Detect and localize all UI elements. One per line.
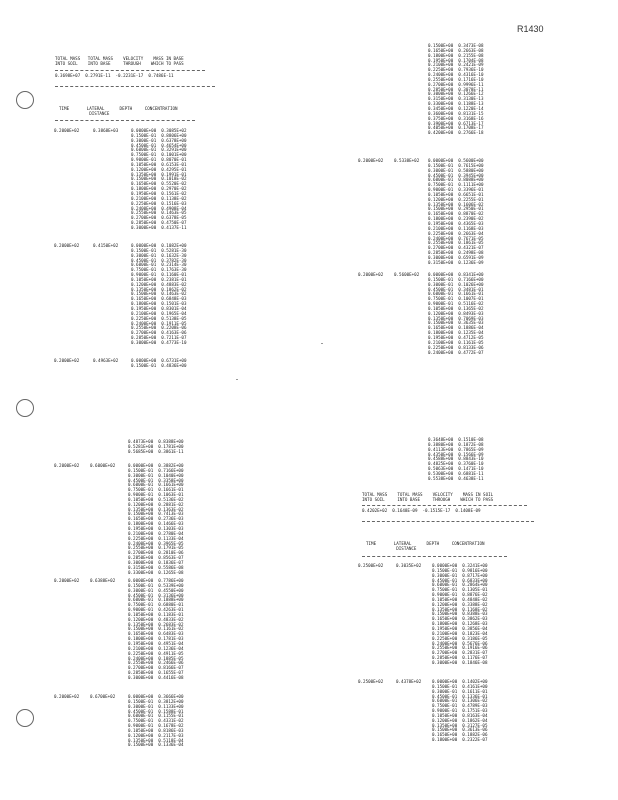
data-row: 0.2700E+00 0.9996E-11: [428, 81, 484, 87]
data-row: 0.1500E+00 0.8388E-03: [432, 611, 488, 617]
data-rows: [131, 129, 186, 231]
data-row: 0.1650E+00 0.2663E-08: [428, 47, 484, 53]
data-row: 0.1500E-01 0.7615E+00: [428, 162, 484, 168]
data-row: 0.3150E+00 0.3130E-13: [428, 96, 484, 102]
data-row: 0.3150E+00 0.1236E-09: [428, 259, 484, 265]
data-row: 0.0000E+00 0.1402E+00: [432, 679, 488, 684]
data-row: 0.6000E-01 0.1306E-02: [432, 698, 488, 704]
group-lateral: 0.4150E+02: [93, 243, 119, 248]
data-row: 0.5300E+00 0.6881E-11: [428, 470, 484, 476]
data-row: 0.3000E-01 0.1040E+00: [128, 472, 184, 478]
data-row: 0.2400E+00 0.4908E-04: [131, 205, 187, 211]
data-row: 0.2100E+00 0.2780E-04: [128, 530, 184, 536]
data-row: 0.9000E-01 0.1063E-01: [128, 492, 184, 498]
data-row: 0.3600E+00 0.8131E-15: [428, 110, 484, 116]
data-row: 0.2850E+00 0.3078E-11: [428, 86, 484, 92]
data-row: 0.2550E+00 0.1861E-05: [428, 240, 484, 246]
data-row: 0.2850E+00 0.2498E-08: [428, 250, 484, 256]
data-row: 0.1500E-01 0.4161E+00: [432, 683, 488, 689]
data-row: 0.1950E+00 0.4712E-05: [428, 334, 484, 340]
data-rows: [432, 680, 487, 743]
data-row: 0.5063E+00 0.1471E-10: [428, 466, 484, 472]
data-row: 0.6000E-01 0.3291E+00: [131, 147, 187, 153]
data-row: 0.1500E+00 0.2950E-01: [428, 206, 484, 212]
data-row: 0.1650E+00 0.1882E-06: [432, 732, 488, 738]
data-row: 0.7500E-01 0.4789E-03: [432, 703, 488, 709]
data-row: 0.2850E+00 0.7211E-07: [131, 335, 187, 341]
data-row: 0.4200E+00 0.2766E-18: [428, 130, 484, 136]
table-header: TIME LATERAL DEPTH CONCENTRATION DISTANCE: [366, 541, 485, 551]
data-row: 0.5685E+00 0.3861E-11: [128, 448, 184, 454]
data-row: 0.0000E+00 0.3666E+00: [128, 694, 184, 699]
group-lateral: 0.3035E+02: [396, 563, 422, 568]
data-row: 0.2400E+00 0.7671E-05: [428, 235, 484, 241]
data-row: 0.3750E+00 0.3168E-16: [428, 115, 484, 121]
group-time: 0.2000E+02: [54, 128, 80, 133]
data-row: 0.1050E+00 0.1365E-02: [428, 305, 484, 311]
data-row: 0.5538E+00 0.4638E-11: [428, 475, 484, 481]
data-row: 0.4050E+00 0.1708E-17: [428, 125, 484, 131]
data-row: 0.1350E+00 0.1606E-02: [428, 201, 484, 207]
data-row: 0.1050E+00 0.1183E-01: [128, 611, 184, 617]
data-row: 0.2400E+00 0.1885E-05: [128, 655, 184, 661]
data-row: 0.3000E-01 0.5880E+00: [428, 167, 484, 173]
data-row: 0.4873E+00 0.8388E+00: [128, 439, 184, 444]
data-row: 0.1350E+00 0.1991E-01: [131, 171, 187, 177]
data-row: 0.4113E+00 0.7865E-09: [428, 446, 484, 452]
group-time: 0.2000E+02: [54, 694, 80, 699]
data-row: 0.6000E-01 0.2864E+00: [432, 582, 488, 588]
data-row: 0.3648E+00 0.1510E-08: [428, 437, 484, 442]
data-row: 0.1800E+00 0.1466E-03: [128, 521, 184, 527]
data-row: 0.1650E+00 0.5520E-02: [131, 181, 187, 187]
data-row: 0.4500E-01 0.6833E+00: [432, 577, 488, 583]
data-row: 0.7500E-01 0.6880E-01: [128, 602, 184, 608]
data-row: 0.2100E+00 0.1161E-05: [428, 339, 484, 345]
data-row: 0.2700E+00 0.2831E-07: [432, 650, 488, 656]
data-row: 0.3000E-01 0.1632E-30: [131, 252, 187, 258]
data-row: 0.1050E+00 0.2381E-01: [131, 276, 187, 282]
data-row: 0.4588E+00 0.8843E-10: [428, 456, 484, 462]
data-row: 0.1350E+00 0.2683E-02: [128, 621, 184, 627]
data-rows: [428, 159, 483, 266]
group-time: 0.2000E+02: [54, 463, 80, 468]
summary-rule-2: [55, 86, 215, 87]
data-row: 0.1800E+00 0.1501E-03: [131, 301, 187, 307]
data-row: 0.2550E+00 0.1916E-06: [432, 645, 488, 651]
data-row: 0.4500E-01 0.3481E-01: [428, 286, 484, 292]
data-row: 0.2250E+00 0.2663E-04: [428, 230, 484, 236]
data-row: 0.0000E+00 0.3241E+00: [432, 563, 488, 568]
data-row: 0.1800E+00 0.1235E-04: [428, 330, 484, 336]
data-row: 0.1950E+00 0.4951E-04: [128, 640, 184, 646]
summary-rule: [362, 505, 527, 506]
data-row: 0.1200E+00 0.8493E-03: [428, 310, 484, 316]
group-time: 0.2000E+02: [358, 272, 384, 277]
data-row: 0.6000E-01 0.1888E+00: [128, 597, 184, 603]
data-row: 0.1350E+00 0.3127E-05: [432, 722, 488, 728]
data-row: 0.1500E+00 0.3613E-06: [432, 727, 488, 733]
data-row: 0.3000E-01 0.1133E+00: [128, 703, 184, 709]
group-lateral: 0.6388E+02: [90, 578, 116, 583]
data-row: 0.2700E+00 0.2810E-06: [128, 550, 184, 556]
data-row: 0.9000E-01 0.1751E-03: [432, 708, 488, 714]
data-row: 0.3450E+00 0.1220E-14: [428, 105, 484, 111]
data-row: 0.1650E+00 0.1886E-04: [428, 325, 484, 331]
data-rows: [428, 438, 483, 482]
group-time: 0.2000E+02: [358, 158, 384, 163]
group-lateral: 0.5600E+02: [394, 272, 420, 277]
data-row: 0.2250E+00 0.1516E-03: [131, 200, 187, 206]
data-row: 0.3900E+00 0.6713E-17: [428, 120, 484, 126]
data-row: 0.4500E-01 0.3136E+00: [128, 592, 184, 598]
data-row: 0.1350E+00 0.1862E-02: [131, 286, 187, 292]
data-row: 0.6000E-01 0.2314E-30: [131, 262, 187, 268]
group-lateral: 0.4963E+02: [93, 358, 119, 363]
data-row: 0.4500E-01 0.1588E-01: [128, 708, 184, 714]
data-row: 0.3000E-01 0.4550E+00: [128, 587, 184, 593]
data-row: 0.1350E+00 0.5118E-04: [128, 737, 184, 743]
data-row: 0.2250E+00 0.7936E-10: [428, 67, 484, 73]
data-row: 0.2550E+00 0.1791E-05: [128, 545, 184, 551]
data-row: 0.2550E+00 0.1463E-05: [131, 210, 187, 216]
summary-header: TOTAL MASS TOTAL MASS VELOCITY MASS IN BASE INTO SOIL INTO BASE THROUGH WHICH TO PASS: [55, 56, 184, 66]
data-row: 0.2250E+00 0.8133E-06: [428, 344, 484, 350]
data-row: 0.3150E+00 0.5586E-08: [128, 564, 184, 570]
data-row: 0.9000E-01 0.1160E-01: [131, 272, 187, 278]
data-row: 0.3300E+00 0.1265E-08: [128, 569, 184, 575]
data-row: 0.1950E+00 0.1303E-03: [128, 525, 184, 531]
data-row: 0.3300E+00 0.1188E-13: [428, 101, 484, 107]
data-rows: [128, 579, 183, 681]
data-row: 0.1050E+00 0.6651E-01: [428, 191, 484, 197]
data-row: 0.1650E+00 0.3862E-03: [432, 616, 488, 622]
data-row: 0.2100E+00 0.1236E-04: [128, 645, 184, 651]
data-row: 0.3880E+00 0.1872E-08: [428, 441, 484, 447]
data-row: 0.1950E+00 0.3856E-04: [432, 625, 488, 631]
data-row: 0.0000E+00 0.5600E+00: [428, 158, 484, 163]
data-row: 0.1200E+00 0.2881E-02: [128, 501, 184, 507]
data-row: 0.0000E+00 0.8341E+00: [428, 272, 484, 277]
data-row: 0.2250E+00 0.1133E-04: [128, 535, 184, 541]
data-rows: [428, 273, 483, 355]
data-row: 0.1200E+00 0.2117E-03: [128, 732, 184, 738]
data-row: 0.1200E+00 0.2255E-01: [428, 196, 484, 202]
data-row: 0.1050E+00 0.8186E-03: [128, 727, 184, 733]
data-row: 0.1950E+00 0.4365E-03: [428, 220, 484, 226]
data-rows: [432, 564, 487, 666]
data-row: 0.2850E+00 0.8563E-07: [128, 555, 184, 561]
data-row: 0.0000E+00 0.7786E+00: [128, 578, 184, 583]
data-row: 0.9000E-01 0.1678E-02: [128, 723, 184, 729]
data-row: 0.1950E+00 0.1561E-02: [131, 190, 187, 196]
data-row: 0.9000E-01 0.4263E-01: [128, 607, 184, 613]
data-row: 0.2250E+00 0.4911E-05: [128, 650, 184, 656]
data-row: 0.1500E+00 0.3473E-08: [428, 43, 484, 48]
data-row: 0.2550E+00 0.1716E-10: [428, 76, 484, 82]
data-row: 0.1800E+00 0.1781E-03: [128, 636, 184, 642]
data-row: 0.1500E-01 0.5339E+00: [128, 582, 184, 588]
data-row: 0.2250E+00 0.5138E-05: [131, 315, 187, 321]
data-row: 0.6000E-01 0.1155E-01: [128, 713, 184, 719]
data-row: 0.5281E+00 0.1781E+00: [128, 443, 184, 449]
data-row: 0.2700E+00 0.6378E-05: [131, 215, 187, 221]
data-row: 0.2400E+00 0.4772E-07: [428, 349, 484, 355]
data-row: 0.7500E-01 0.1305E-01: [432, 587, 488, 593]
data-row: 0.1500E-01 0.9816E+00: [432, 567, 488, 573]
data-row: 0.2250E+00 0.3186E-05: [432, 635, 488, 641]
data-row: 0.0000E+00 0.3882E+00: [128, 463, 184, 468]
data-row: 0.1500E+00 0.7413E-03: [128, 511, 184, 517]
data-rows: [128, 464, 183, 575]
data-row: 0.3000E+00 0.4137E-11: [131, 224, 187, 230]
data-row: 0.1050E+00 0.5136E-02: [128, 496, 184, 502]
data-row: 0.1800E+00 0.2970E-02: [131, 186, 187, 192]
data-row: 0.7500E-01 0.1661E-01: [128, 487, 184, 493]
data-row: 0.1800E+00 0.2322E-07: [432, 737, 488, 743]
data-row: 0.1500E-01 0.4836E+00: [131, 362, 187, 368]
data-row: 0.1050E+00 0.8163E-04: [432, 712, 488, 718]
data-row: 0.4350E+00 0.1566E-09: [428, 451, 484, 457]
data-row: 0.9000E-01 0.3396E-01: [428, 187, 484, 193]
data-row: 0.2100E+00 0.1138E-02: [131, 195, 187, 201]
data-rows: [428, 44, 483, 136]
data-row: 0.3000E+00 0.1266E-12: [428, 91, 484, 97]
summary-values: 0.3698E+07 0.2791E-11 -0.2231E-17 0.7486E-11: [55, 73, 174, 78]
data-row: 0.1500E-01 0.7166E+00: [128, 467, 184, 473]
data-row: 0.6000E-01 0.8088E+00: [428, 177, 484, 183]
scan-mark: [236, 379, 238, 380]
data-row: 0.3000E-01 0.1611E-01: [432, 688, 488, 694]
data-row: 0.2100E+00 0.1823E-04: [432, 630, 488, 636]
data-row: 0.2700E+00 0.4321E-07: [428, 245, 484, 251]
data-row: 0.3000E-01 0.8717E+00: [432, 572, 488, 578]
data-row: 0.4825E+00 0.3760E-10: [428, 461, 484, 467]
data-row: 0.1500E+00 0.3635E-03: [428, 320, 484, 326]
data-row: 0.7500E-01 0.1001E+00: [131, 152, 187, 158]
data-rows: [131, 359, 186, 369]
data-row: 0.2400E+00 0.4316E-10: [428, 72, 484, 78]
data-row: 0.9000E-01 0.5116E-02: [428, 301, 484, 307]
data-row: 0.1800E+00 0.2390E-02: [428, 216, 484, 222]
data-row: 0.3000E+00 0.6591E-09: [428, 254, 484, 260]
data-row: 0.7500E-01 0.1007E-01: [428, 296, 484, 302]
data-row: 0.7500E-01 0.4331E-02: [128, 718, 184, 724]
group-lateral: 0.5338E+02: [394, 158, 420, 163]
data-row: 0.1500E+00 0.1463E-02: [131, 291, 187, 297]
table-rule: [362, 556, 507, 557]
data-row: 0.2400E+00 0.3965E-05: [128, 540, 184, 546]
data-row: 0.1500E-01 0.3812E+00: [128, 698, 184, 704]
data-row: 0.1200E+00 0.4833E-02: [128, 616, 184, 622]
data-row: 0.4500E-01 0.3358E+00: [128, 477, 184, 483]
data-row: 0.1800E+00 0.1268E-03: [432, 621, 488, 627]
data-row: 0.1650E+00 0.6848E-03: [131, 296, 187, 302]
group-lateral: 0.6700E+02: [90, 694, 116, 699]
data-row: 0.1500E+00 0.1018E-02: [131, 176, 187, 182]
data-row: 0.1500E+00 0.1161E-02: [128, 626, 184, 632]
data-row: 0.1200E+00 0.3388E-02: [432, 601, 488, 607]
data-row: 0.1650E+00 0.8870E-02: [428, 211, 484, 217]
data-row: 0.2850E+00 0.4750E-07: [131, 220, 187, 226]
group-lateral: 0.6000E+02: [90, 463, 116, 468]
data-row: 0.2700E+00 0.4163E-06: [131, 330, 187, 336]
data-rows: [128, 695, 183, 748]
scan-mark: [321, 343, 323, 344]
data-row: 0.3000E-01 0.1026E+00: [428, 281, 484, 287]
data-row: 0.1050E+00 0.6153E-01: [131, 161, 187, 167]
table-header: TIME LATERAL DEPTH CONCENTRATION DISTANCE: [59, 106, 178, 116]
data-row: 0.2550E+00 0.2466E-06: [128, 660, 184, 666]
summary-values: 0.4202E+02 0.1648E-09 -0.1515E-17 0.1408E-09: [362, 508, 481, 513]
group-lateral: 0.4378E+02: [396, 679, 422, 684]
data-row: 0.2400E+00 0.1911E-05: [131, 320, 187, 326]
data-row: 0.7500E-01 0.1763E-30: [131, 267, 187, 273]
data-row: 0.1500E-01 0.8806E+00: [131, 132, 187, 138]
page-id-label: R1430: [517, 24, 544, 34]
data-row: 0.3000E-01 0.6378E+00: [131, 137, 187, 143]
data-row: 0.0000E+00 0.3085E+02: [131, 128, 187, 133]
summary-rule: [55, 70, 205, 71]
data-row: 0.4500E-01 0.4654E+00: [131, 142, 187, 148]
data-row: 0.2100E+00 0.2421E-09: [428, 62, 484, 68]
data-row: 0.1350E+00 0.1168E-02: [432, 606, 488, 612]
binder-hole-bottom: [16, 709, 34, 727]
data-row: 0.4500E-01 0.3782E-30: [131, 257, 187, 263]
data-row: 0.0000E+00 0.1082E+00: [131, 243, 187, 248]
data-row: 0.2550E+00 0.2208E-06: [131, 325, 187, 331]
data-row: 0.6000E-01 0.1661E+00: [128, 482, 184, 488]
data-row: 0.2850E+00 0.1176E-07: [432, 655, 488, 661]
data-row: 0.1500E+00 0.1336E-04: [128, 742, 184, 748]
data-rows: [128, 440, 183, 455]
summary-rule-2: [362, 521, 534, 522]
data-row: 0.1200E+00 0.4295E-01: [131, 166, 187, 172]
data-row: 0.7500E-01 0.1111E+00: [428, 182, 484, 188]
table-rule: [55, 120, 195, 121]
data-row: 0.1650E+00 0.2736E-03: [128, 516, 184, 522]
data-row: 0.3000E+00 0.4773E-10: [131, 339, 187, 345]
data-row: 0.1650E+00 0.6483E-03: [128, 631, 184, 637]
data-row: 0.9000E-01 0.8070E-01: [131, 157, 187, 163]
data-row: 0.2400E+00 0.5676E-06: [432, 640, 488, 646]
data-row: 0.0000E+00 0.6731E+00: [131, 358, 187, 363]
data-row: 0.1800E+00 0.2155E-08: [428, 52, 484, 58]
data-row: 0.3000E+00 0.4416E-08: [128, 674, 184, 680]
data-row: 0.1350E+00 0.7069E-03: [428, 315, 484, 321]
binder-hole-top: [16, 91, 34, 109]
data-row: 0.1200E+00 0.1862E-04: [432, 717, 488, 723]
data-row: 0.1950E+00 0.8301E-04: [131, 305, 187, 311]
group-time: 0.2500E+02: [358, 563, 384, 568]
data-row: 0.3000E+00 0.1836E-07: [128, 559, 184, 565]
data-row: 0.4500E-01 0.1336E-01: [432, 693, 488, 699]
data-row: 0.2100E+00 0.1965E-04: [131, 310, 187, 316]
data-row: 0.1200E+00 0.4883E-02: [131, 281, 187, 287]
data-row: 0.4500E-01 0.3945E+00: [428, 172, 484, 178]
data-row: 0.1050E+00 0.4848E-02: [432, 596, 488, 602]
group-time: 0.2000E+02: [54, 243, 80, 248]
data-row: 0.1950E+00 0.1704E-08: [428, 57, 484, 63]
group-time: 0.2500E+02: [358, 679, 384, 684]
data-row: 0.2850E+00 0.1655E-07: [128, 670, 184, 676]
data-row: 0.1500E-01 0.7166E+00: [428, 276, 484, 282]
data-row: 0.1500E-01 0.5281E-30: [131, 247, 187, 253]
group-time: 0.2000E+02: [54, 358, 80, 363]
data-row: 0.9000E-01 0.8876E-02: [432, 592, 488, 598]
data-row: 0.3000E+00 0.1846E-08: [432, 659, 488, 665]
binder-hole-middle: [16, 399, 34, 417]
data-row: 0.2100E+00 0.1168E-03: [428, 225, 484, 231]
group-time: 0.2000E+02: [54, 578, 80, 583]
data-rows: [131, 244, 186, 346]
data-row: 0.6000E-01 0.1661E-01: [428, 291, 484, 297]
group-lateral: 0.3868E+03: [93, 128, 119, 133]
summary-header: TOTAL MASS TOTAL MASS VELOCITY MASS IN SOIL INTO SOIL INTO BASE THROUGH WHICH TO PASS: [362, 492, 494, 502]
data-row: 0.2700E+00 0.8166E-07: [128, 665, 184, 671]
data-row: 0.1350E+00 0.1363E-02: [128, 506, 184, 512]
